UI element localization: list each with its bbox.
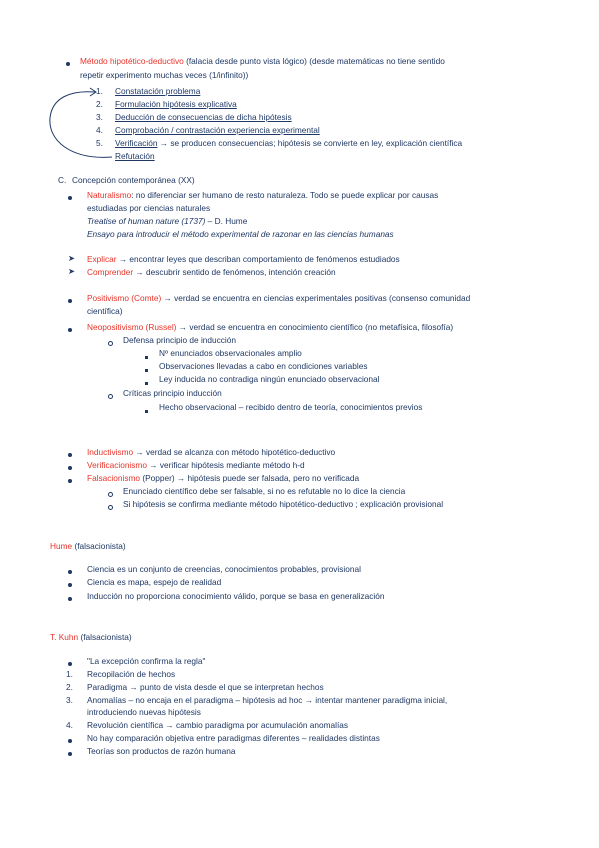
bullet-dot	[68, 462, 72, 473]
hipotetico-term: Método hipotético-deductivo	[80, 56, 184, 66]
hume-item-2: Ciencia es mapa, espejo de realidad	[87, 577, 222, 587]
step-1-text: Constatación problema	[115, 86, 201, 96]
falsacionismo-item-2: Si hipótesis se confirma mediante método hipotético-deductivo ; explicación provisional	[123, 499, 444, 509]
square-bullet	[145, 377, 148, 388]
step-2-text: Formulación hipótesis explicativa	[115, 99, 237, 109]
section-title: Concepción contemporánea (XX)	[72, 175, 195, 185]
arrow-bullet-icon: ➤	[68, 266, 75, 276]
step-3-text: Deducción de consecuencias de dicha hipótesis	[115, 112, 292, 122]
kuhn-item-1: Recopilación de hechos	[87, 669, 176, 679]
bullet-dot	[68, 449, 72, 460]
kuhn-item-3-cont: introduciendo nuevas hipótesis	[87, 707, 201, 717]
hume-item-3: Inducción no proporciona conocimiento válido, porque se basa en generalización	[87, 591, 385, 601]
arrow-bullet-icon: ➤	[68, 253, 75, 263]
section-letter: C.	[58, 175, 67, 185]
kuhn-num-2: 2.	[66, 682, 73, 692]
square-bullet	[145, 351, 148, 362]
step-5: 5.	[96, 138, 103, 148]
hume-item-1: Ciencia es un conjunto de creencias, conocimientos probables, provisional	[87, 564, 361, 574]
square-bullet	[145, 405, 148, 416]
bullet-dot	[68, 475, 72, 486]
verificacionismo-line: Verificacionismo → verificar hipótesis mediante método h-d	[87, 460, 305, 470]
circle-bullet	[108, 391, 113, 402]
refutacion-text: Refutación	[115, 151, 155, 161]
hipotetico-line-2: repetir experimento muchas veces (1/infinito))	[80, 70, 249, 80]
bullet-dot	[68, 593, 72, 604]
defensa-item-2: Observaciones llevadas a cabo en condiciones variables	[159, 361, 368, 371]
step-3: 3.	[96, 112, 103, 122]
bullet-dot	[68, 324, 72, 335]
bullet-dot	[68, 735, 72, 746]
kuhn-item-5: No hay comparación objetiva entre paradigmas diferentes – realidades distintas	[87, 733, 380, 743]
square-bullet	[145, 364, 148, 375]
bullet-dot	[68, 579, 72, 590]
criticas-item-1: Hecho observacional – recibido dentro de teoría, conocimientos previos	[159, 402, 423, 412]
bullet-dot	[66, 58, 70, 69]
kuhn-num-4: 4.	[66, 720, 73, 730]
positivismo-line-1: Positivismo (Comte) → verdad se encuentra en ciencias experimentales positivas (consenso comunidad	[87, 293, 471, 303]
step-5-text: Verificación → se producen consecuencias; hipótesis se convierte en ley, explicación científica	[115, 138, 463, 148]
criticas-title: Críticas principio inducción	[123, 388, 222, 398]
bullet-dot	[68, 748, 72, 759]
circle-bullet	[108, 502, 113, 513]
step-2: 2.	[96, 99, 103, 109]
kuhn-item-6: Teorías son productos de razón humana	[87, 746, 236, 756]
naturalismo-book-1: Treatise of human nature (1737) – D. Hume	[87, 216, 248, 226]
bullet-dot	[68, 295, 72, 306]
kuhn-num-1: 1.	[66, 669, 73, 679]
circle-bullet	[108, 489, 113, 500]
naturalismo-book-2: Ensayo para introducir el método experimental de razonar en las ciencias humanas	[87, 229, 394, 239]
comprender-line: Comprender → descubrir sentido de fenómenos, intención creación	[87, 267, 336, 277]
circle-bullet	[108, 338, 113, 349]
inductivismo-line: Inductivismo → verdad se alcanza con método hipotético-deductivo	[87, 447, 336, 457]
bullet-dot	[68, 566, 72, 577]
falsacionismo-line: Falsacionismo (Popper) → hipótesis puede ser falsada, pero no verificada	[87, 473, 360, 483]
hipotetico-line-1: Método hipotético-deductivo (falacia desde punto vista lógico) (desde matemáticas no tiene sentido	[80, 56, 445, 66]
naturalismo-line-1: Naturalismo: no diferenciar ser humano de resto naturaleza. Todo se puede explicar por causas	[87, 190, 439, 200]
kuhn-item-4: Revolución científica → cambio paradigma por acumulación anomalías	[87, 720, 349, 730]
bullet-dot	[68, 658, 72, 669]
step-4-text: Comprobación / contrastación experiencia experimental	[115, 125, 320, 135]
step-1: 1.	[96, 86, 103, 96]
step-4: 4.	[96, 125, 103, 135]
neopositivismo-line: Neopositivismo (Russel) → verdad se encuentra en conocimiento científico (no metafísica, filosofía)	[87, 322, 454, 332]
defensa-title: Defensa principio de inducción	[123, 335, 237, 345]
positivismo-line-2: científica)	[87, 306, 123, 316]
bullet-dot	[68, 192, 72, 203]
kuhn-heading: T. Kuhn (falsacionista)	[50, 632, 132, 642]
kuhn-num-3: 3.	[66, 695, 73, 705]
naturalismo-line-2: estudiadas por ciencias naturales	[87, 203, 211, 213]
hume-heading: Hume (falsacionista)	[50, 541, 126, 551]
kuhn-item-2: Paradigma → punto de vista desde el que se interpretan hechos	[87, 682, 324, 692]
kuhn-item-0: "La excepción confirma la regla"	[87, 656, 206, 666]
falsacionismo-item-1: Enunciado científico debe ser falsable, si no es refutable no lo dice la ciencia	[123, 486, 406, 496]
defensa-item-3: Ley inducida no contradiga ningún enunciado observacional	[159, 374, 380, 384]
explicar-line: Explicar → encontrar leyes que describan comportamiento de fenómenos estudiados	[87, 254, 400, 264]
defensa-item-1: Nº enunciados observacionales amplio	[159, 348, 302, 358]
kuhn-item-3: Anomalías – no encaja en el paradigma – hipótesis ad hoc → intentar mantener paradigma inicial,	[87, 695, 448, 705]
